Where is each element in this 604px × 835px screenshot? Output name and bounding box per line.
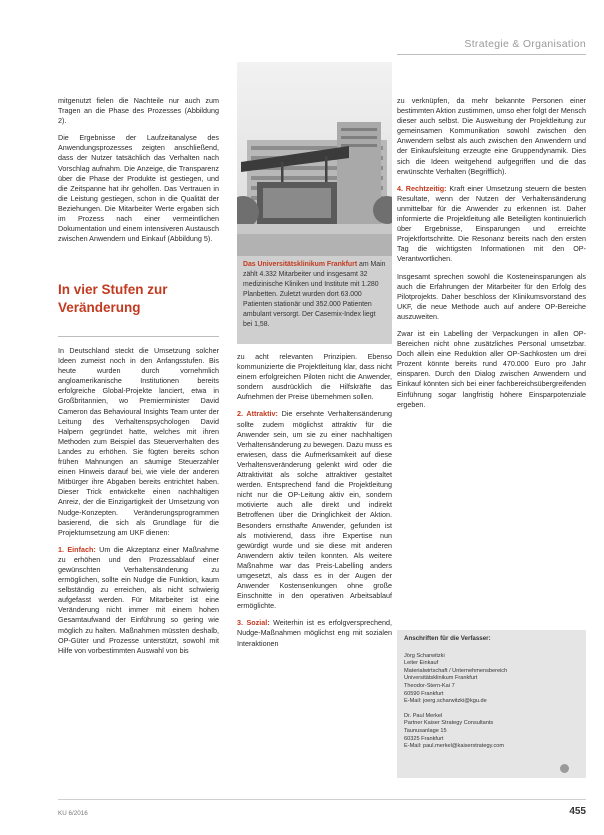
author-addresses-box <box>397 630 586 778</box>
caption-title: Das Universitätsklinikum Frankfurt <box>243 261 358 268</box>
left-column-bottom <box>58 346 219 656</box>
infobox-title: Anschriften für die Verfasser: <box>404 635 491 642</box>
header-rule <box>397 54 586 55</box>
paragraph-text: Kraft einer Umsetzung steuern die besten Resultate, wenn der Nutzen der Verhaltensänderung unmittelbar für die Anwender zu erkennen ist. Daher informierte die Projektleitung alle Beteiligten kontinuierlich über Ergebnisse, Einsparungen und erreichte Projektfortschritte. Die Resonanz bereits nach den ersten Tag die wichtigsten Informationen mit den OP-Verantwortlichen. <box>397 183 586 264</box>
address-line: Universitätsklinikum Frankfurt <box>404 675 478 682</box>
address-line: 60590 Frankfurt <box>404 690 444 697</box>
paragraph-text: Die ersehnte Verhaltensänderung sollte zudem möglichst attraktiv für die Anwender sein, um sie zu einer nachhaltigen Verhaltensänderung zu bewegen. Dazu muss es erwiesen, dass die Aufmerksamkeit auf diese Verhaltensveränderung gelenkt wird oder die Attraktivität als solche attraktiver gestaltet werden. Entsprechend fand die Projektleitung nicht nur die OP-Leitung aktiv ein, sondern motivierte auch alle direkt und indirekt Betroffenen über die Dringlichkeit der Aktion. Besonders ernsthafte Anwender, gefunden ist als motivierend, dass ihre Expertise nun gewürdigt wurde und sie diese mit anderen Anwendern aktiv teilen konnten. Als weitere Maßnahme war das Preis-Labelling anders umgesetzt, als dass es in der Augen der Anwender Kostensenkungen ohne große Einschnitte in den operativen Arbeitsablauf ermöglichte. <box>237 409 392 611</box>
address-email: E-Mail: paul.merkel@kaiserstrategy.com <box>404 743 505 750</box>
bullet-icon <box>560 764 569 773</box>
section-heading: In vier Stufen zur Veränderung <box>58 282 168 315</box>
page-number: 455 <box>569 806 586 817</box>
footer-rule <box>58 799 586 800</box>
address-line: Leiter Einkauf <box>404 660 439 667</box>
paragraph <box>237 409 392 611</box>
middle-column <box>237 352 392 649</box>
photo-caption <box>237 256 392 344</box>
paragraph <box>397 184 586 265</box>
paragraph-title: 2. Attraktiv: <box>237 409 278 419</box>
paragraph-title: 4. Rechtzeitig: <box>397 183 447 193</box>
address-line: Jörg Scharwitzki <box>404 652 445 659</box>
address-line: Dr. Paul Merkel <box>404 712 443 719</box>
address-line: Taunusanlage 15 <box>404 727 447 734</box>
heading-rule <box>58 336 219 337</box>
paragraph-title: 1. Einfach: <box>58 544 96 554</box>
right-column <box>397 96 586 410</box>
left-column-top <box>58 96 219 244</box>
paragraph: Die Ergebnisse der Laufzeitanalyse des Anwendungsprozesses zeigten anschließend, dass der Nutzer tatsächlich das Verhalten nach Vorschlag aufnahm. Die Anzeige, die Transparenz über die Phase der Produkte ist gestiegen, und die Zeitspanne hat ihr geholfen. Das Vertrauen in die Leistung gestiegen, schon in die Qualität der Beziehungen. Die Mitarbeiter Werte ergaben sich im Prozess nach einer vermeintlichen Dokumentation und einem intensiveren Austausch zwischen Anwendern und Einkauf (Abbildung 5). <box>58 133 219 244</box>
paragraph: Insgesamt sprechen sowohl die Kosteneinsparungen als auch die Erfahrungen der Mitarbeiter für den Erfolg des Pilotprojekts. Daher beschloss der Klinikumsvorstand des UKF, die neue Methode auch auf andere OP-Bereiche auszuweiten. <box>397 271 586 321</box>
address-email: E-Mail: joerg.scharwitzki@kgu.de <box>404 698 487 705</box>
paragraph: In Deutschland steckt die Umsetzung solcher Ideen zumeist noch in den Anfangsstufen. Bis heute wurden durch vornehmlich angloamerikanische Institutionen bereits erfolgreiche Global-Projekte lanciert, etwa in Großbritannien, wo Premierminister David Cameron das Behavioural Insights Team unter der Leitung des Verhaltenspsychologen David Halpern gegründet hatte, welches mit ihren Methoden zum Beispiel das Steuerverhalten des Landes zu erhöhen. Sie fügten bereits schon frühen Mahnungen an säumige Steuerzahler einen Hinweis darauf bei, wie viele der anderen Mitbürger ihre Abgaben bereits entrichtet haben. Dieser Trick entwickelte einen nachhaltigen Anreiz, der die Einzigartigkeit der Umsetzung von Nudge-Konzepten. Veränderungsprogrammen basierend, die sich als Grundlage für die Projektumsetzung am UKF dienen: <box>58 346 219 537</box>
hospital-photo <box>237 62 392 256</box>
section-title: Strategie & Organisation <box>464 38 586 50</box>
paragraph <box>58 545 219 656</box>
paragraph: zu acht relevanten Prinzipien. Ebenso kommunizierte die Projektleitung klar, dass nicht einem erfolgreichen Piloten nicht die Anwender, sondern ausdrücklich die Hilfskräfte das Aufnehmen der Preise übernehmen sollen. <box>237 352 392 402</box>
footer-issue: KU 6/2016 <box>58 810 88 817</box>
address-line: Partner Kaiser Strategy Consultants <box>404 720 494 727</box>
address-line: 60325 Frankfurt <box>404 735 444 742</box>
paragraph: mitgenutzt fielen die Nachteile nur auch zum Tragen an die Phase des Prozesses (Abbildung 2). <box>58 96 219 126</box>
paragraph <box>237 618 392 648</box>
paragraph-text: Um die Akzeptanz einer Maßnahme zu erhöhen und den Prozessablauf einer gewünschten Verhaltensänderung zu ermöglichen, sollte ein Nudge die Funktion, kaum selbständig zu erreichen, als nicht schwierig aufgefasst werden. Für Mitarbeiter ist eine Veränderung nicht immer mit einem hohen Gesamtaufwand der Einführung so gering wie möglich zu halten. Maßnahmen müssten deshalb, OP-Güter und Prozesse unterstützt, sowohl mit Hilfe von vorbestimmten Auswahl von bis <box>58 544 219 655</box>
paragraph-text: Weiterhin ist es erfolgversprechend, Nudge-Maßnahmen möglichst eng mit sozialen Interaktionen <box>237 618 393 648</box>
paragraph: Zwar ist ein Labelling der Verpackungen in allen OP-Bereichen nicht ohne zusätzliches Personal umsetzbar. Doch allein eine Reduktion aller OP-Sachkosten um drei Prozent könnte bereits rund 470.000 Euro pro Jahr einsparen. Durch den Dialog zwischen Anwendern und Einkauf könnten sich bei einer fachbereichsübergreifenden Einführung sogar langfristig höhere Einsparpotenziale ergeben. <box>397 328 586 409</box>
address-line: Materialwirtschaft / Unternehmensbereich <box>404 667 508 674</box>
paragraph: zu verknüpfen, da mehr bekannte Personen einer bestimmten Aktion zustimmen, umso eher folgt der Mensch dieser auch selbst. Die Ausweitung der Projektleitung zur gemeinsamen Kommunikation sowohl zwischen den Anwendern selbst als auch zwischen den Anwendern und der Einkaufsleitung erzeugte eine Gruppendynamik. Dies sich die Ideen weitgehend aufgegriffen und die das erwünschte Verhalten (Begrifflich). <box>397 96 586 176</box>
address-line: Theodor-Stern-Kai 7 <box>404 682 455 689</box>
caption-text: am Main zählt 4.332 Mitarbeiter und insgesamt 32 medizinische Kliniken und Institute mit 1.280 Planbetten. Zuletzt wurden dort 63.000 Patienten stationär und 352.000 Patienten ambulant versorgt. Der Casemix-Index liegt bei 1,58. <box>243 261 386 328</box>
paragraph-title: 3. Sozial: <box>237 618 270 628</box>
